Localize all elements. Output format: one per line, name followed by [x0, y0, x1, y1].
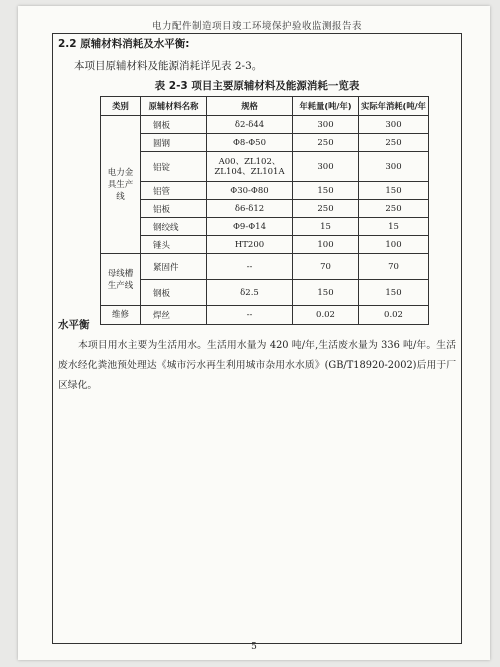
annual-amount: 150	[293, 182, 359, 200]
material-name: 铝板	[141, 200, 207, 218]
material-name: 铝管	[141, 182, 207, 200]
table-row	[101, 254, 429, 280]
material-spec: δ2-δ44	[207, 116, 293, 134]
material-name: 钢绞线	[141, 218, 207, 236]
annual-amount: 100	[293, 236, 359, 254]
category-cell	[101, 306, 141, 325]
table-row	[101, 280, 429, 306]
water-balance-title: 水平衡	[58, 319, 90, 331]
annual-amount: 0.02	[293, 306, 359, 325]
annual-amount: 300	[293, 116, 359, 134]
materials-table	[100, 96, 429, 325]
material-name: 焊丝	[141, 306, 207, 325]
material-name: 铝锭	[141, 152, 207, 182]
category-cell	[101, 116, 141, 254]
annual-amount: 250	[293, 134, 359, 152]
table-row	[101, 200, 429, 218]
actual-amount: 70	[359, 254, 429, 280]
material-name: 圆钢	[141, 134, 207, 152]
actual-amount: 15	[359, 218, 429, 236]
category-label: 维修	[111, 310, 129, 320]
category-cell	[101, 254, 141, 306]
table-row	[101, 152, 429, 182]
material-spec: δ2.5	[207, 280, 293, 306]
report-header: 电力配件制造项目竣工环境保护验收监测报告表	[151, 21, 362, 32]
actual-amount: 100	[359, 236, 429, 254]
table-row	[101, 218, 429, 236]
table-row	[101, 306, 429, 325]
actual-amount: 150	[359, 182, 429, 200]
material-name: 锤头	[141, 236, 207, 254]
annual-amount: 15	[293, 218, 359, 236]
category-label: 母线槽生产线	[107, 268, 134, 291]
column-header: 规格	[207, 97, 293, 116]
table-row	[101, 182, 429, 200]
material-spec: A00、ZL102、ZL104、ZL101A	[207, 152, 293, 182]
page-number: 5	[251, 642, 257, 652]
actual-amount: 250	[359, 200, 429, 218]
column-header: 实际年消耗(吨/年	[359, 97, 429, 116]
category-label: 电力金具生产线	[107, 167, 134, 202]
intro-paragraph: 本项目原辅材料及能源消耗详见表 2-3。	[74, 60, 263, 72]
actual-amount: 250	[359, 134, 429, 152]
column-header: 类别	[101, 97, 141, 116]
annual-amount: 70	[293, 254, 359, 280]
material-name: 钢板	[141, 280, 207, 306]
section-title: 2.2 原辅材料消耗及水平衡:	[58, 38, 190, 50]
column-header: 年耗量(吨/年)	[293, 97, 359, 116]
table-header-row	[101, 97, 429, 116]
table-row	[101, 236, 429, 254]
annual-amount: 250	[293, 200, 359, 218]
column-header: 原辅材料名称	[141, 97, 207, 116]
material-spec: --	[207, 306, 293, 325]
table-row	[101, 134, 429, 152]
material-spec: Φ30-Φ80	[207, 182, 293, 200]
annual-amount: 300	[293, 152, 359, 182]
material-name: 钢板	[141, 116, 207, 134]
document-page	[18, 6, 490, 660]
material-spec: δ6-δ12	[207, 200, 293, 218]
material-spec: HT200	[207, 236, 293, 254]
actual-amount: 300	[359, 116, 429, 134]
table-caption: 表 2-3 项目主要原辅材料及能源消耗一览表	[154, 80, 360, 92]
actual-amount: 300	[359, 152, 429, 182]
actual-amount: 150	[359, 280, 429, 306]
material-name: 紧固件	[141, 254, 207, 280]
table-row	[101, 116, 429, 134]
material-spec: Φ8-Φ50	[207, 134, 293, 152]
annual-amount: 150	[293, 280, 359, 306]
material-spec: Φ9-Φ14	[207, 218, 293, 236]
actual-amount: 0.02	[359, 306, 429, 325]
water-balance-paragraph: 本项目用水主要为生活用水。生活用水量为 420 吨/年,生活废水量为 336 吨/年。生活废水经化粪池预处理达《城市污水再生利用城市杂用水水质》(GB/T18920-2002)后用于厂区绿化。	[58, 340, 456, 391]
material-spec: --	[207, 254, 293, 280]
